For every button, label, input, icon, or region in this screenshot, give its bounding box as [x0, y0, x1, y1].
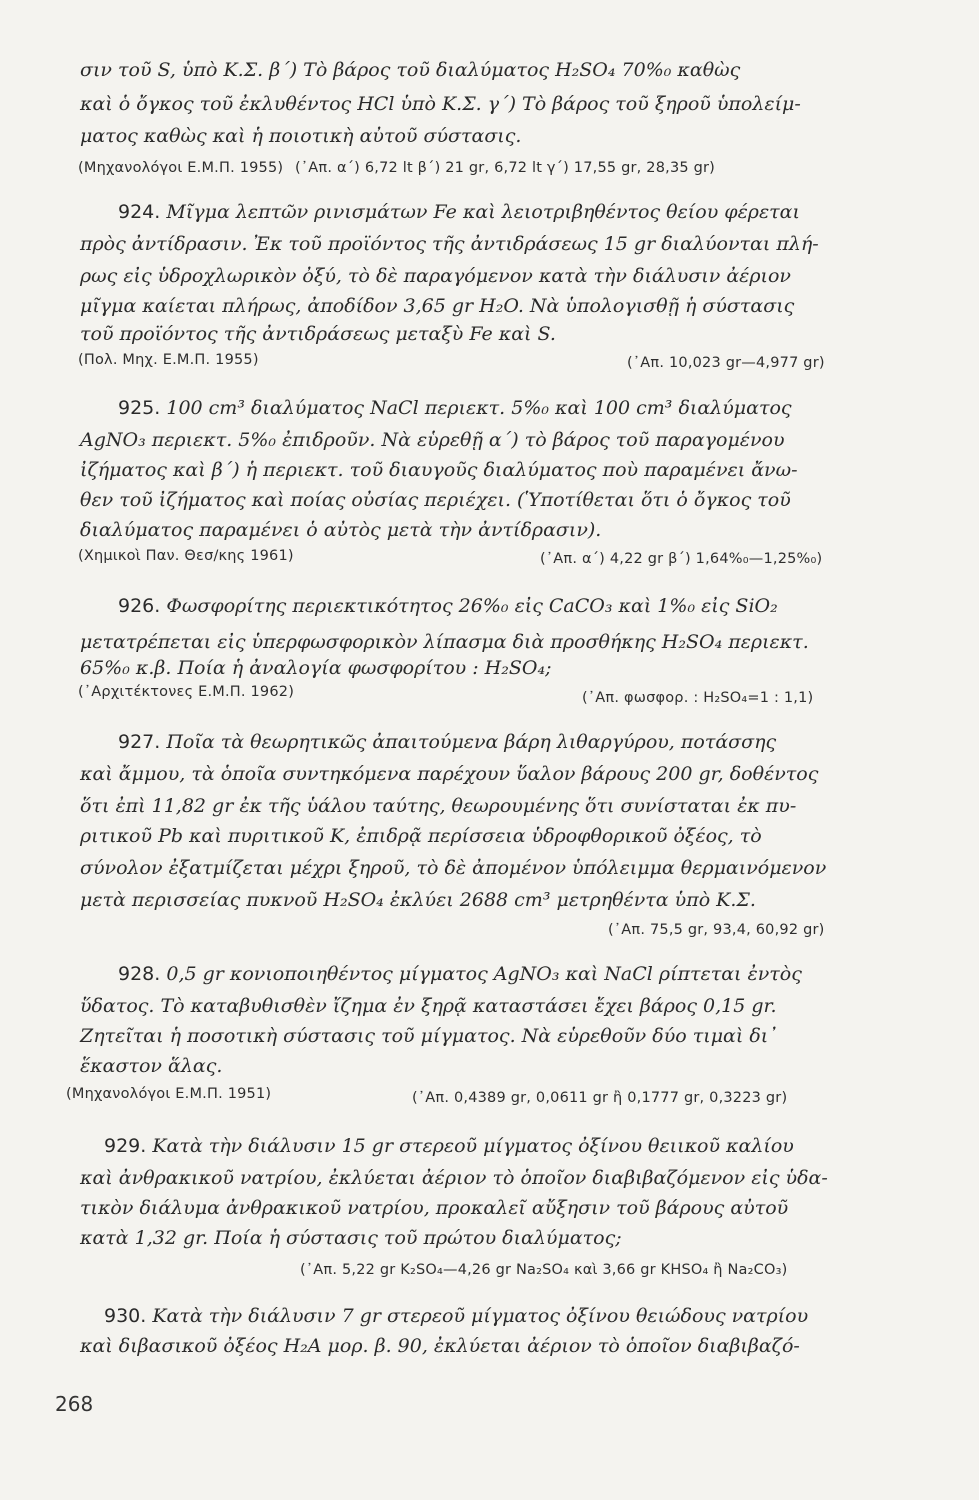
text-line: AgNO₃ περιεκτ. 5%₀ ἐπιδροῦν. Νὰ εὑρεθῇ α΄) τὸ βάρος τοῦ παραγομένου — [80, 429, 785, 451]
text-line: καὶ ἀνθρακικοῦ νατρίου, ἐκλύεται ἀέριον τὸ ὁποῖον διαβιβαζόμενον εἰς ὑδα- — [80, 1167, 828, 1189]
problem-text: 100 cm³ διαλύματος NaCl περιεκτ. 5%₀ καὶ 100 cm³ διαλύματος — [166, 397, 792, 419]
text-line: πρὸς ἀντίδρασιν. Ἐκ τοῦ προϊόντος τῆς ἀντιδράσεως 15 gr διαλύονται πλή- — [80, 233, 819, 255]
text-line: σιν τοῦ S, ὑπὸ Κ.Σ. β΄) Τὸ βάρος τοῦ διαλύματος H₂SO₄ 70%₀ καθὼς — [80, 59, 741, 81]
page-number: 268 — [55, 1392, 94, 1416]
problem-text: 0,5 gr κονιοποιηθέντος μίγματος AgNO₃ καὶ NaCl ρίπτεται ἐντὸς — [166, 963, 802, 985]
problem-text: Φωσφορίτης περιεκτικότητος 26%₀ εἰς CaCO₃ καὶ 1%₀ εἰς SiO₂ — [166, 595, 778, 617]
text-line: κατὰ 1,32 gr. Ποία ἡ σύστασις τοῦ πρώτου διαλύματος; — [80, 1227, 622, 1249]
text-line: τικὸν διάλυμα ἀνθρακικοῦ νατρίου, προκαλεῖ αὔξησιν τοῦ βάρους αὐτοῦ — [80, 1197, 789, 1219]
problem-number: 926. — [118, 595, 161, 617]
text-line: καὶ ἄμμου, τὰ ὁποῖα συντηκόμενα παρέχουν ὕαλον βάρους 200 gr, δοθέντος — [80, 763, 819, 785]
text-line: μετατρέπεται εἰς ὑπερφωσφορικὸν λίπασμα διὰ προσθήκης H₂SO₄ περιεκτ. — [80, 631, 809, 653]
text-line: ματος καθὼς καὶ ἡ ποιοτικὴ αὐτοῦ σύστασις. — [80, 125, 522, 147]
problem-text: Κατὰ τὴν διάλυσιν 7 gr στερεοῦ μίγματος ὀξίνου θειώδους νατρίου — [152, 1305, 809, 1327]
problem-first-line — [80, 200, 880, 224]
text-line: σύνολον ἐξατμίζεται μέχρι ξηροῦ, τὸ δὲ ἀπομένον ὑπόλειμμα θερμαινόμενον — [80, 857, 827, 879]
text-line: ὅτι ἐπὶ 11,82 gr ἐκ τῆς ὑάλου ταύτης, θεωρουμένης ὅτι συνίσταται ἐκ πυ- — [80, 795, 797, 817]
problem-text: Ποῖα τὰ θεωρητικῶς ἀπαιτούμενα βάρη λιθαργύρου, ποτάσσης — [166, 731, 777, 753]
text-line: τοῦ προϊόντος τῆς ἀντιδράσεως μεταξὺ Fe καὶ S. — [80, 323, 556, 345]
problem-answer: (᾿Απ. 75,5 gr, 93,4, 60,92 gr) — [608, 922, 825, 938]
problem-first-line — [80, 1134, 880, 1158]
problem-answer: (᾿Απ. 10,023 gr—4,977 gr) — [627, 355, 825, 371]
problem-source: (Πολ. Μηχ. Ε.Μ.Π. 1955) — [78, 352, 259, 368]
problem-number: 924. — [118, 201, 161, 223]
text-line: ρως εἰς ὑδροχλωρικὸν ὀξύ, τὸ δὲ παραγόμενον κατὰ τὴν διάλυσιν ἀέριον — [80, 265, 791, 287]
problem-number: 928. — [118, 963, 161, 985]
problem-source: (Μηχανολόγοι Ε.Μ.Π. 1951) — [66, 1086, 272, 1102]
text-line: μῖγμα καίεται πλήρως, ἀποδίδον 3,65 gr H₂O. Νὰ ὑπολογισθῇ ἡ σύστασις — [80, 295, 795, 317]
text-line: μετὰ περισσείας πυκνοῦ H₂SO₄ ἐκλύει 2688 cm³ μετρηθέντα ὑπὸ Κ.Σ. — [80, 889, 756, 911]
problem-first-line — [80, 1304, 880, 1328]
problem-source: (Μηχανολόγοι Ε.Μ.Π. 1955) — [78, 160, 284, 176]
problem-first-line — [80, 594, 880, 618]
problem-answer: (᾿Απ. φωσφορ. : H₂SO₄=1 : 1,1) — [582, 690, 814, 706]
text-line: ἰζήματος καὶ β΄) ἡ περιεκτ. τοῦ διαυγοῦς διαλύματος ποὺ παραμένει ἄνω- — [80, 459, 798, 481]
problem-first-line — [80, 730, 880, 754]
problem-answer: (᾿Απ. α΄) 6,72 lt β΄) 21 gr, 6,72 lt γ΄) 17,55 gr, 28,35 gr) — [295, 160, 716, 176]
problem-number: 925. — [118, 397, 161, 419]
problem-number: 927. — [118, 731, 161, 753]
problem-text: Μῖγμα λεπτῶν ρινισμάτων Fe καὶ λειοτριβηθέντος θείου φέρεται — [166, 201, 800, 223]
text-line: διαλύματος παραμένει ὁ αὐτὸς μετὰ τὴν ἀντίδρασιν). — [80, 519, 602, 541]
problem-answer: (᾿Απ. 5,22 gr K₂SO₄—4,26 gr Na₂SO₄ καὶ 3,66 gr KHSO₄ ἢ Na₂CO₃) — [300, 1262, 788, 1278]
problem-source: (Χημικοὶ Παν. Θεσ/κης 1961) — [78, 548, 294, 564]
problem-answer: (᾿Απ. 0,4389 gr, 0,0611 gr ἢ 0,1777 gr, 0,3223 gr) — [412, 1090, 788, 1106]
text-line: Ζητεῖται ἡ ποσοτικὴ σύστασις τοῦ μίγματος. Νὰ εὑρεθοῦν δύο τιμαὶ δι᾿ — [80, 1025, 778, 1047]
text-line: ὕδατος. Τὸ καταβυθισθὲν ἴζημα ἐν ξηρᾷ καταστάσει ἔχει βάρος 0,15 gr. — [80, 995, 777, 1017]
text-line: θεν τοῦ ἰζήματος καὶ ποίας οὐσίας περιέχει. (Ὑποτίθεται ὅτι ὁ ὄγκος τοῦ — [80, 489, 791, 511]
text-line: καὶ ὁ ὄγκος τοῦ ἐκλυθέντος HCl ὑπὸ Κ.Σ. γ΄) Τὸ βάρος τοῦ ξηροῦ ὑπολείμ- — [80, 93, 801, 115]
text-line: ἕκαστον ἅλας. — [80, 1055, 223, 1077]
problem-first-line — [80, 962, 880, 986]
problem-answer: (᾿Απ. α΄) 4,22 gr β΄) 1,64%₀—1,25%₀) — [540, 551, 823, 567]
text-line: 65%₀ κ.β. Ποία ἡ ἀναλογία φωσφορίτου : H₂SO₄; — [80, 657, 552, 679]
problem-number: 929. — [104, 1135, 147, 1157]
text-line: ριτικοῦ Pb καὶ πυριτικοῦ K, ἐπιδρᾷ περίσσεια ὑδροφθορικοῦ ὀξέος, τὸ — [80, 825, 762, 847]
problem-number: 930. — [104, 1305, 147, 1327]
problem-source: (᾿Αρχιτέκτονες Ε.Μ.Π. 1962) — [78, 684, 295, 700]
problem-first-line — [80, 396, 880, 420]
problem-text: Κατὰ τὴν διάλυσιν 15 gr στερεοῦ μίγματος ὀξίνου θειικοῦ καλίου — [152, 1135, 794, 1157]
text-line: καὶ διβασικοῦ ὀξέος H₂A μορ. β. 90, ἐκλύεται ἀέριον τὸ ὁποῖον διαβιβαζό- — [80, 1335, 800, 1357]
